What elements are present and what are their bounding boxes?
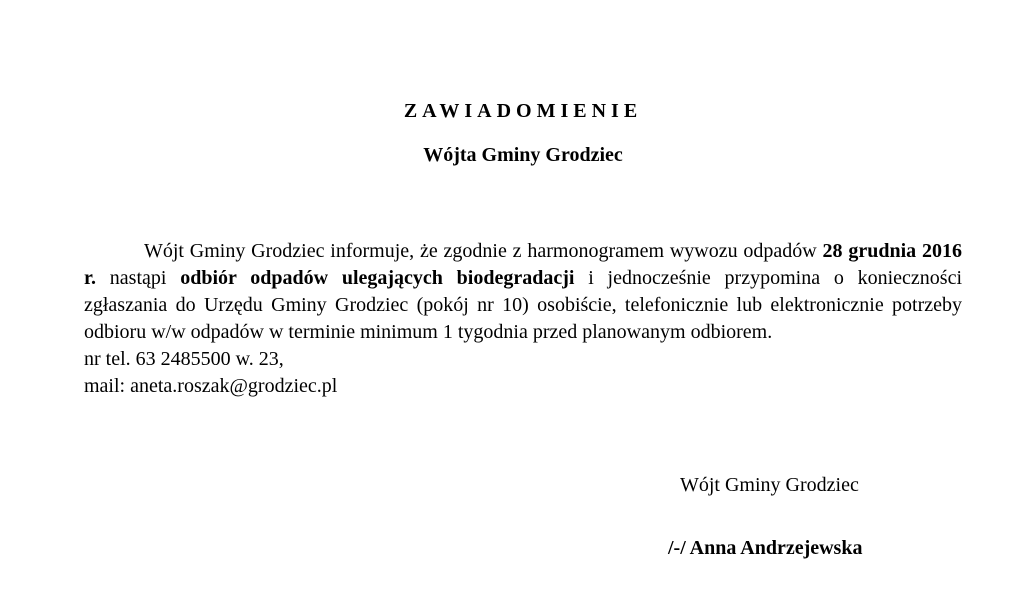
signature-role: Wójt Gminy Grodziec xyxy=(680,474,859,496)
mail-line: mail: aneta.roszak@grodziec.pl xyxy=(84,375,338,397)
signature-name: /-/ Anna Andrzejewska xyxy=(668,537,863,559)
collection-date: 28 grudnia 2016 r. xyxy=(84,240,962,289)
collection-type: odbiór odpadów ulegających biodegradacji xyxy=(180,267,575,289)
document-subtitle: Wójta Gminy Grodziec xyxy=(423,144,623,166)
paragraph-text-1: Wójt Gminy Grodziec informuje, że zgodnie z harmonogramem wywozu odpadów xyxy=(144,240,823,262)
document-body xyxy=(84,238,962,400)
paragraph-text-3: i jednocześnie przypomina o konieczności zgłaszania do Urzędu Gminy Grodziec (pokój nr 10) osobiście, telefonicznie lub elektronicznie potrzeby odbioru w/w odpadów w terminie minimum 1 tygodnia przed planowanym odbiorem. xyxy=(84,267,962,343)
paragraph-text-2: nastąpi xyxy=(96,267,181,289)
announcement-paragraph xyxy=(84,238,962,346)
document-title: ZAWIADOMIENIE xyxy=(403,100,643,122)
phone-line: nr tel. 63 2485500 w. 23, xyxy=(84,348,284,370)
